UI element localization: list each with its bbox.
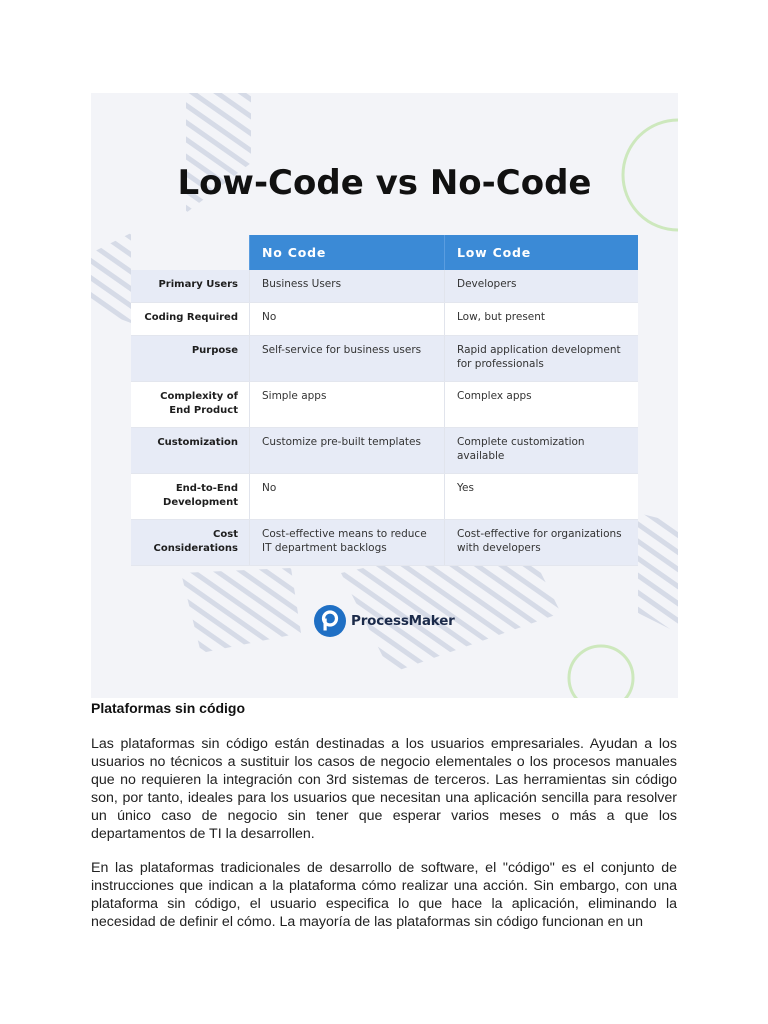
infographic-image xyxy=(91,93,678,698)
low-code-cell: Complete customization available xyxy=(444,428,638,473)
processmaker-logo xyxy=(313,604,455,638)
logo-text: ProcessMaker xyxy=(351,613,455,629)
table-row xyxy=(131,382,638,428)
no-code-cell: Simple apps xyxy=(249,382,444,427)
row-label: Cost Considerations xyxy=(131,520,249,565)
header-empty-cell xyxy=(131,235,249,270)
row-label: End-to-End Development xyxy=(131,474,249,519)
comparison-table xyxy=(131,235,638,566)
no-code-cell: Cost-effective means to reduce IT department backlogs xyxy=(249,520,444,565)
low-code-cell: Low, but present xyxy=(444,303,638,335)
table-row xyxy=(131,474,638,520)
low-code-cell: Yes xyxy=(444,474,638,519)
no-code-cell: No xyxy=(249,474,444,519)
table-row xyxy=(131,520,638,566)
table-row xyxy=(131,428,638,474)
table-row xyxy=(131,303,638,336)
processmaker-logo-icon xyxy=(313,604,347,638)
infographic-title: Low-Code vs No-Code xyxy=(177,163,592,203)
row-label: Coding Required xyxy=(131,303,249,335)
row-label: Complexity of End Product xyxy=(131,382,249,427)
row-label: Purpose xyxy=(131,336,249,381)
table-row xyxy=(131,336,638,382)
row-label: Primary Users xyxy=(131,270,249,302)
section-heading: Plataformas sin código xyxy=(91,700,246,716)
row-label: Customization xyxy=(131,428,249,473)
header-no-code: No Code xyxy=(249,235,444,270)
no-code-cell: No xyxy=(249,303,444,335)
low-code-cell: Rapid application development for professionals xyxy=(444,336,638,381)
low-code-cell: Complex apps xyxy=(444,382,638,427)
low-code-cell: Cost-effective for organizations with developers xyxy=(444,520,638,565)
no-code-cell: Self-service for business users xyxy=(249,336,444,381)
paragraph-2: En las plataformas tradicionales de desarrollo de software, el "código" es el conjunto de instrucciones que indican a la plataforma cómo realizar una acción. Sin embargo, con una plataforma sin código, el usuario especifica lo que hace la aplicación, eliminando la necesidad de definir el cómo. La mayoría de las plataformas sin código funcionan en un xyxy=(91,860,677,930)
low-code-cell: Developers xyxy=(444,270,638,302)
no-code-cell: Customize pre-built templates xyxy=(249,428,444,473)
no-code-cell: Business Users xyxy=(249,270,444,302)
paragraph-1: Las plataformas sin código están destinadas a los usuarios empresariales. Ayudan a los usuarios no técnicos a sustituir los casos de negocio elementales o los procesos manuales que no requieren la integración con 3rd sistemas de terceros. Las herramientas sin código son, por tanto, ideales para los usuarios que necesitan una aplicación sencilla para resolver un único caso de negocio sin tener que esperar varios meses o más a que los departamentos de TI la desarrollen. xyxy=(91,736,677,842)
table-row xyxy=(131,270,638,303)
table-header-row xyxy=(131,235,638,270)
header-low-code: Low Code xyxy=(444,235,638,270)
